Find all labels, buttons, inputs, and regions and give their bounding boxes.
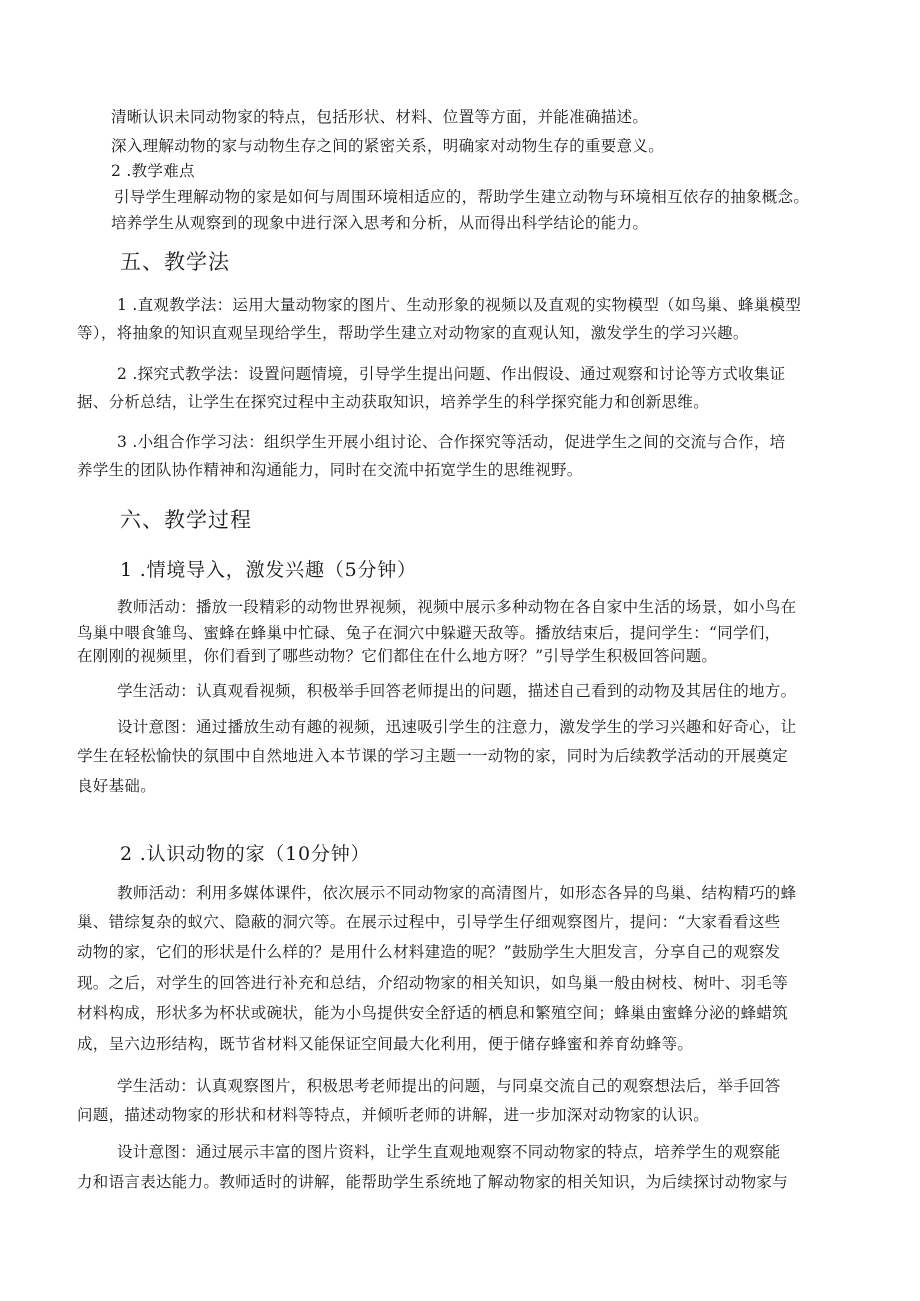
- difficulty-line-1: 引导学生理解动物的家是如何与周围环境相适应的，帮助学生建立动物与环境相互依存的抽象概念。: [114, 188, 810, 206]
- difficulties-heading: 2 .教学难点: [111, 162, 195, 180]
- step-2-student-line-2: 问题，描述动物家的形状和材料等特点，并倾听老师的讲解，进一步加深对动物家的认识。: [77, 1106, 710, 1124]
- method-1-line-2: 等），将抽象的知识直观呈现给学生，帮助学生建立对动物家的直观认知，激发学生的学习兴趣。: [77, 324, 749, 342]
- method-3-line-2: 养学生的团队协作精神和沟通能力，同时在交流中拓宽学生的思维视野。: [77, 461, 583, 479]
- step-2-teacher-line-6: 成，呈六边形结构，既节省材料又能保证空间最大化利用，便于储存蜂蜜和养育幼蜂等。: [77, 1035, 694, 1053]
- method-2-line-2: 据、分析总结，让学生在探究过程中主动获取知识，培养学生的科学探究能力和创新思维。: [77, 393, 710, 411]
- section-5-title: 五、教学法: [120, 250, 230, 274]
- step-1-teacher-line-2: 鸟巢中喂食雏鸟、蜜蜂在蜂巢中忙碌、兔子在洞穴中躲避天敌等。播放结束后，提问学生：“同学们，: [77, 624, 781, 642]
- step-2-teacher-line-5: 材料构成，形状多为杯状或碗状，能为小鸟提供安全舒适的栖息和繁殖空间；蜂巢由蜜蜂分泌的蜂蜡筑: [77, 1004, 789, 1022]
- step-1-student-line-1: 学生活动：认真观看视频，积极举手回答老师提出的问题，描述自己看到的动物及其居住的地方。: [117, 682, 797, 700]
- difficulty-line-2: 培养学生从观察到的现象中进行深入思考和分析，从而得出科学结论的能力。: [111, 214, 649, 232]
- step-2-teacher-line-1: 教师活动：利用多媒体课件，依次展示不同动物家的高清图片，如形态各异的鸟巢、结构精巧的蜂: [117, 884, 797, 902]
- method-2-line-1: 2 .探究式教学法：设置问题情境，引导学生提出问题、作出假设、通过观察和讨论等方式收集证: [117, 365, 786, 383]
- goal-line-2: 深入理解动物的家与动物生存之间的紧密关系，明确家对动物生存的重要意义。: [111, 137, 665, 155]
- step-2-student-line-1: 学生活动：认真观察图片，积极思考老师提出的问题，与同桌交流自己的观察想法后，举手回答: [117, 1077, 781, 1095]
- step-2-design-line-1: 设计意图：通过展示丰富的图片资料，让学生直观地观察不同动物家的特点，培养学生的观察能: [117, 1143, 781, 1161]
- step-1-teacher-line-3: 在刚刚的视频里，你们看到了哪些动物？它们都住在什么地方呀？”引导学生积极回答问题。: [77, 647, 718, 665]
- step-1-title: 1 .情境导入，激发兴趣（5分钟）: [120, 559, 417, 581]
- step-1-design-line-3: 良好基础。: [77, 777, 157, 795]
- method-1-line-1: 1 .直观教学法：运用大量动物家的图片、生动形象的视频以及直观的实物模型（如鸟巢、蜂巢模型: [117, 296, 802, 314]
- step-1-teacher-line-1: 教师活动：播放一段精彩的动物世界视频，视频中展示多种动物在各自家中生活的场景，如小鸟在: [117, 598, 797, 616]
- step-2-teacher-line-3: 动物的家，它们的形状是什么样的？是用什么材料建造的呢？”鼓励学生大胆发言，分享自己的观察发: [77, 943, 781, 961]
- step-2-teacher-line-2: 巢、错综复杂的蚁穴、隐蔽的洞穴等。在展示过程中，引导学生仔细观察图片，提问：“大家看看这些: [77, 913, 781, 931]
- step-1-design-line-2: 学生在轻松愉快的氛围中自然地进入本节课的学习主题一一动物的家，同时为后续教学活动的开展奠定: [77, 747, 789, 765]
- method-3-line-1: 3 .小组合作学习法：组织学生开展小组讨论、合作探究等活动，促进学生之间的交流与合作，培: [117, 433, 786, 451]
- goal-line-1: 清晰认识未同动物家的特点，包括形状、材料、位置等方面，并能准确描述。: [111, 108, 649, 126]
- step-2-title: 2 .认识动物的家（10分钟）: [120, 843, 371, 865]
- step-2-teacher-line-4: 现。之后，对学生的回答进行补充和总结，介绍动物家的相关知识，如鸟巢一般由树枝、树叶、羽毛等: [77, 974, 789, 992]
- step-1-design-line-1: 设计意图：通过播放生动有趣的视频，迅速吸引学生的注意力，激发学生的学习兴趣和好奇心，让: [117, 718, 797, 736]
- section-6-title: 六、教学过程: [120, 508, 252, 532]
- step-2-design-line-2: 力和语言表达能力。教师适时的讲解，能帮助学生系统地了解动物家的相关知识，为后续探讨动物家与: [77, 1173, 789, 1191]
